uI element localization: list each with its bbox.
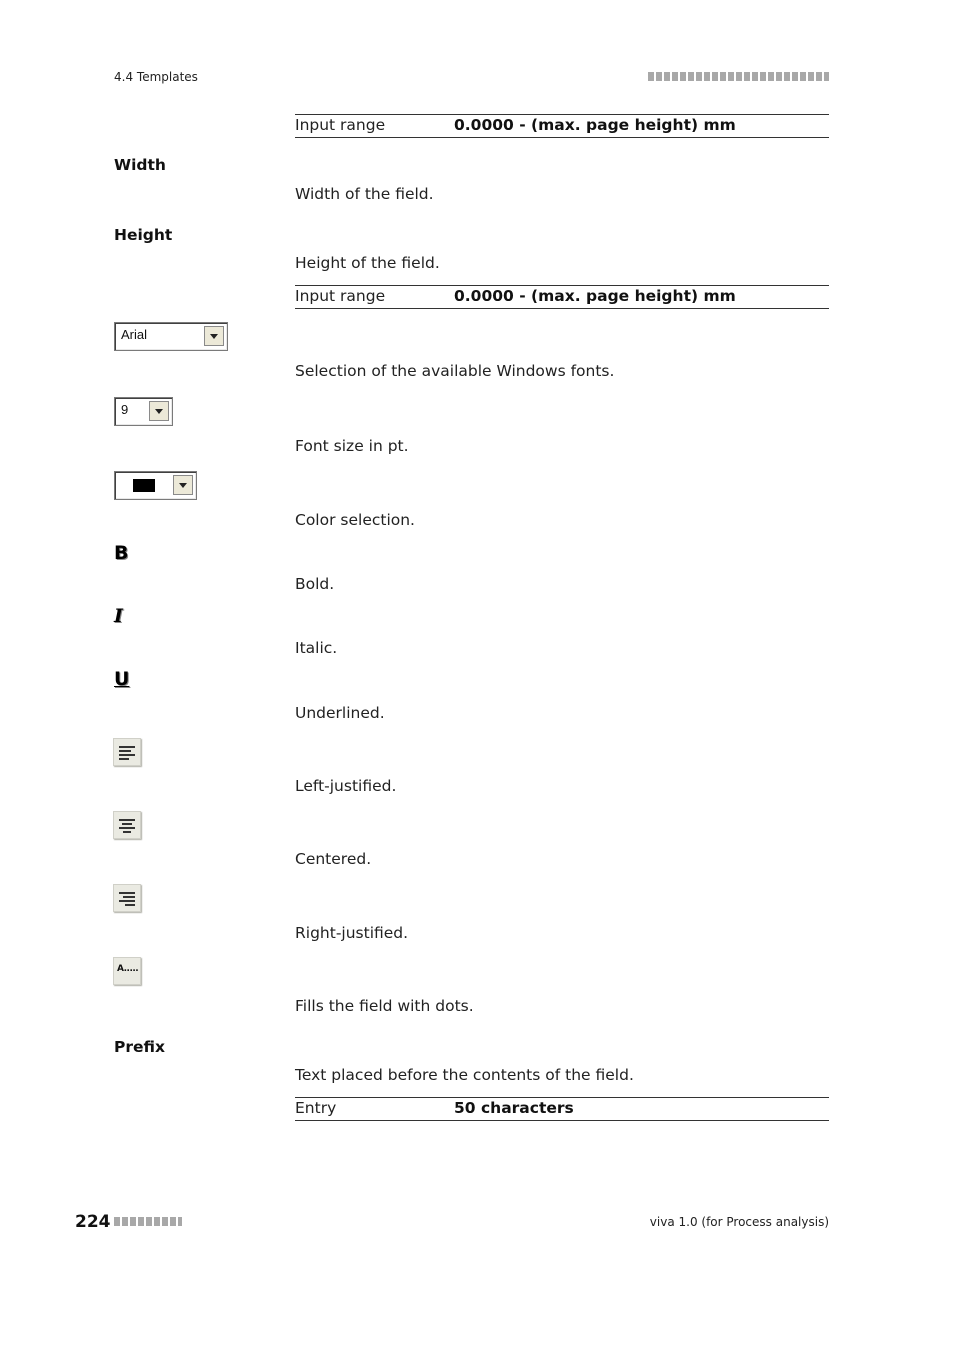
color-swatch [133, 479, 155, 492]
table-key: Entry [295, 1099, 337, 1117]
desc-font: Selection of the available Windows fonts. [295, 362, 615, 380]
font-size-combo[interactable] [114, 397, 173, 426]
fill-dots-icon[interactable] [113, 957, 141, 985]
desc-width: Width of the field. [295, 185, 434, 203]
chevron-down-icon[interactable] [173, 475, 193, 495]
desc-color: Color selection. [295, 511, 415, 529]
term-height: Height [114, 226, 173, 244]
input-range-table [295, 114, 829, 138]
align-right-icon[interactable] [113, 884, 141, 912]
align-left-icon[interactable] [113, 738, 141, 766]
table-value: 0.0000 - (max. page height) mm [454, 287, 736, 305]
entry-table [295, 1097, 829, 1121]
desc-underline: Underlined. [295, 704, 385, 722]
italic-icon[interactable]: I [114, 605, 123, 627]
table-key: Input range [295, 116, 386, 134]
desc-left: Left-justified. [295, 777, 397, 795]
font-size-value: 9 [121, 402, 129, 417]
desc-center: Centered. [295, 850, 372, 868]
table-value: 0.0000 - (max. page height) mm [454, 116, 736, 134]
font-combo-value: Arial [121, 327, 148, 342]
header-decoration [648, 72, 829, 81]
color-combo[interactable] [114, 471, 197, 500]
input-range-table [295, 285, 829, 309]
desc-prefix: Text placed before the contents of the field. [295, 1066, 634, 1084]
term-width: Width [114, 156, 166, 174]
font-combo[interactable] [114, 322, 228, 351]
section-header: 4.4 Templates [114, 70, 198, 84]
bold-icon[interactable]: B [114, 542, 129, 564]
page-number: 224 [75, 1212, 111, 1232]
desc-bold: Bold. [295, 575, 335, 593]
align-center-icon[interactable] [113, 811, 141, 839]
chevron-down-icon[interactable] [204, 326, 224, 346]
desc-size: Font size in pt. [295, 437, 409, 455]
desc-italic: Italic. [295, 639, 338, 657]
table-key: Input range [295, 287, 386, 305]
term-prefix: Prefix [114, 1038, 166, 1056]
desc-dots: Fills the field with dots. [295, 997, 474, 1015]
desc-height: Height of the field. [295, 254, 440, 272]
fill-dots-glyph: A..... [117, 964, 139, 974]
underline-icon[interactable]: U [114, 668, 130, 690]
chevron-down-icon[interactable] [149, 401, 169, 421]
table-value: 50 characters [454, 1099, 574, 1117]
desc-right: Right-justified. [295, 924, 409, 942]
footer-decoration [114, 1217, 182, 1226]
product-name: viva 1.0 (for Process analysis) [649, 1215, 829, 1229]
